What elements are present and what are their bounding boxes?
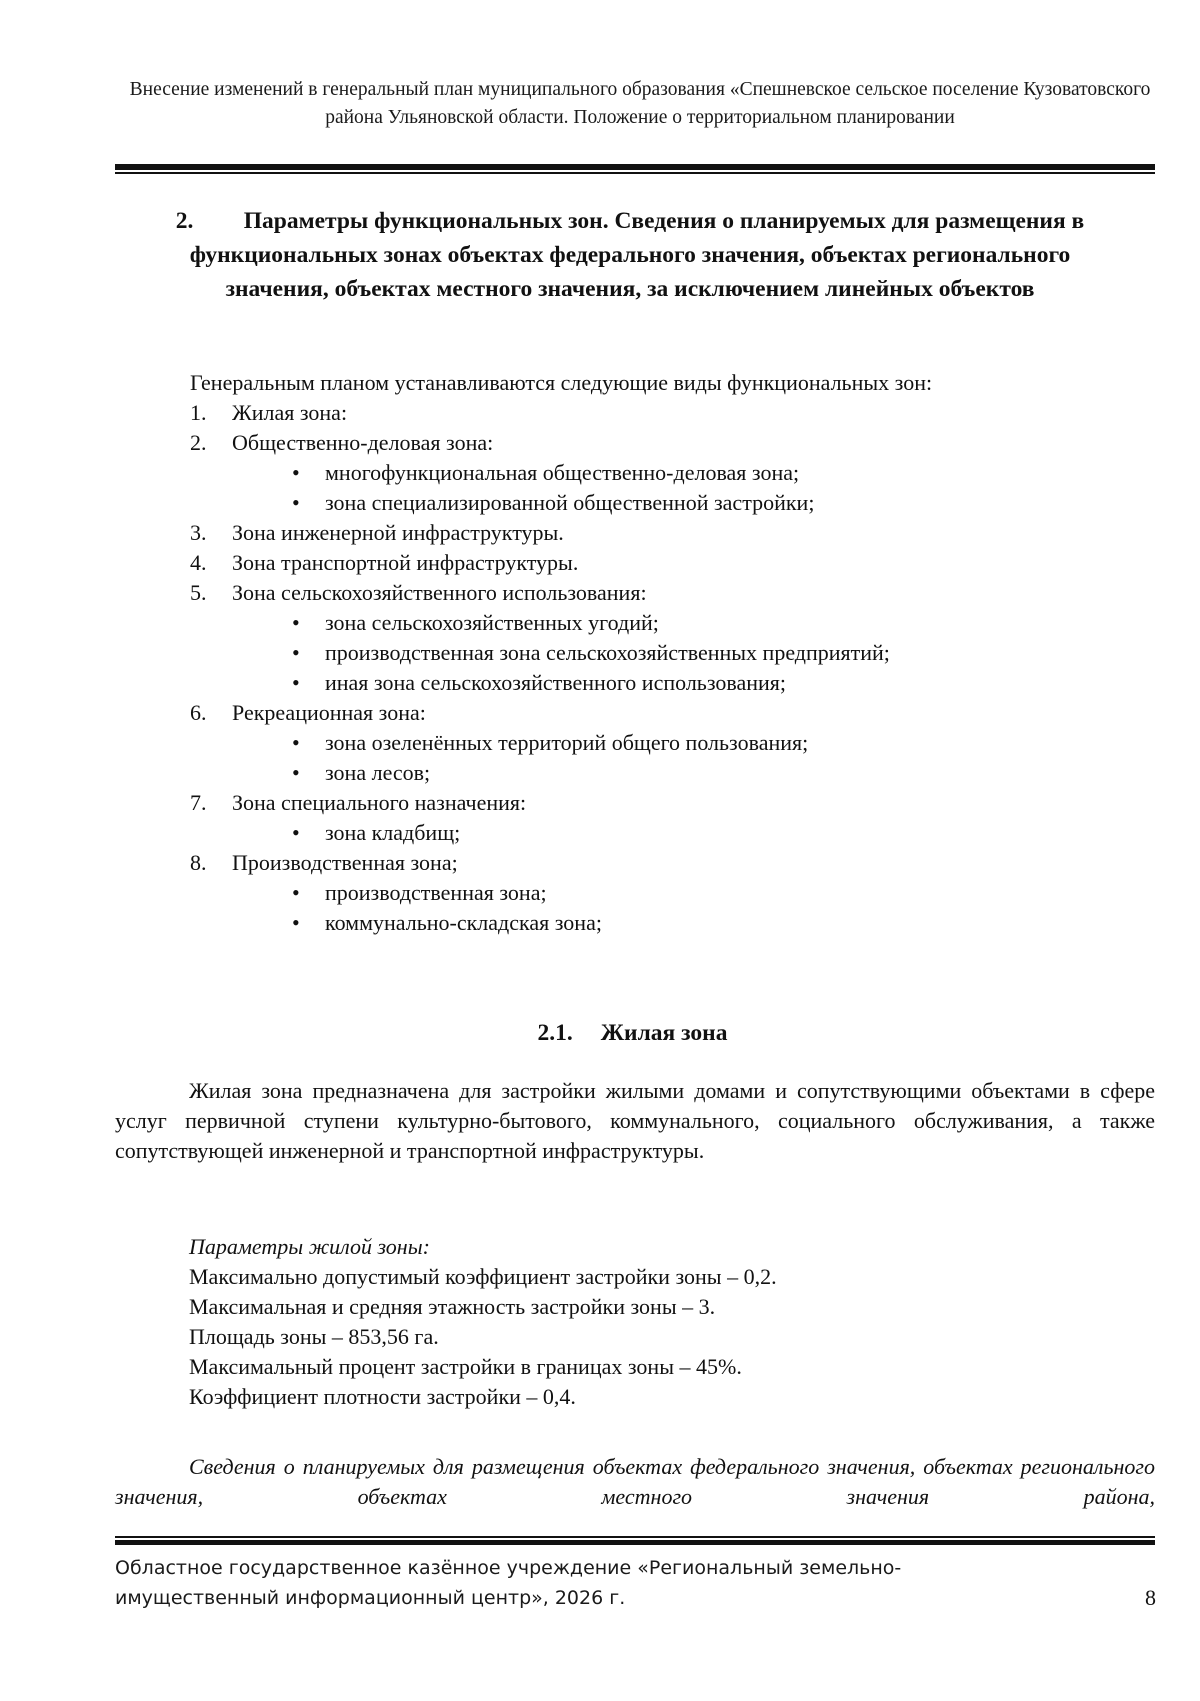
subzone-list	[190, 458, 1150, 518]
bullet-icon: •	[292, 460, 300, 485]
zone-list-item	[190, 548, 1150, 578]
zone-list-item	[190, 428, 1150, 458]
subzone-item	[190, 908, 1150, 938]
header-rule	[115, 164, 1155, 174]
params-heading: Параметры жилой зоны:	[189, 1234, 430, 1259]
zone-label: Зона транспортной инфраструктуры.	[232, 550, 579, 575]
bullet-icon: •	[292, 820, 300, 845]
subzone-label: зона озеленённых территорий общего пользования;	[325, 730, 809, 755]
param-item: Максимальная и средняя этажность застройки зоны – 3.	[189, 1294, 716, 1319]
subzone-list	[190, 728, 1150, 788]
subsection-title	[110, 1017, 1155, 1049]
subzone-label: зона сельскохозяйственных угодий;	[325, 610, 659, 635]
subzone-item	[190, 758, 1150, 788]
page-number: 8	[1145, 1585, 1156, 1610]
subzone-item	[190, 638, 1150, 668]
bullet-icon: •	[292, 670, 300, 695]
zone-label: Зона сельскохозяйственного использования:	[232, 580, 647, 605]
subzone-label: производственная зона сельскохозяйственных предприятий;	[325, 640, 890, 665]
header-rule-thick	[115, 164, 1155, 170]
section-number: 2.	[175, 208, 194, 234]
subzone-label: производственная зона;	[325, 880, 547, 905]
subzone-label: многофункциональная общественно-деловая зона;	[325, 460, 800, 485]
subzone-item	[190, 458, 1150, 488]
subzone-label: зона лесов;	[325, 760, 431, 785]
bullet-icon: •	[292, 490, 300, 515]
param-item: Площадь зоны – 853,56 га.	[189, 1324, 439, 1349]
zone-number: 2.	[190, 430, 207, 455]
zone-description-paragraph: Жилая зона предназначена для застройки жилыми домами и сопутствующими объектами в сфере услуг первичной ступени культурно-бытового, коммунального, социального обслуживания, а также сопутствующей инженерной и транспортной инфраструктуры.	[115, 1078, 1155, 1163]
param-item: Максимальный процент застройки в границах зоны – 45%.	[189, 1354, 742, 1379]
planned-objects-paragraph: Сведения о планируемых для размещения объектах федерального значения, объектах регионального значения, объектах местного значения района,	[115, 1454, 1155, 1509]
zone-number: 1.	[190, 400, 207, 425]
zone-list-item	[190, 788, 1150, 818]
bullet-icon: •	[292, 640, 300, 665]
footer-rule-thick	[115, 1540, 1155, 1545]
bullet-icon: •	[292, 880, 300, 905]
zone-number: 8.	[190, 850, 207, 875]
subzone-list	[190, 818, 1150, 848]
bullet-icon: •	[292, 730, 300, 755]
intro-text: Генеральным планом устанавливаются следующие виды функциональных зон:	[190, 370, 933, 395]
zone-number: 3.	[190, 520, 207, 545]
subzone-list	[190, 608, 1150, 698]
subzone-item	[190, 878, 1150, 908]
zone-subzones	[190, 728, 1150, 788]
zone-list-item	[190, 698, 1150, 728]
params-block	[189, 1232, 1149, 1412]
zone-subzones	[190, 878, 1150, 938]
subzone-item	[190, 818, 1150, 848]
zone-number: 6.	[190, 700, 207, 725]
footer-rule-thin	[115, 1536, 1155, 1538]
subzone-label: коммунально-складская зона;	[325, 910, 602, 935]
zone-subzones	[190, 818, 1150, 848]
subsection-number: 2.1.	[537, 1020, 573, 1046]
zone-subzones	[190, 458, 1150, 518]
zone-list-item	[190, 518, 1150, 548]
param-item: Максимально допустимый коэффициент застройки зоны – 0,2.	[189, 1264, 777, 1289]
subzone-item	[190, 728, 1150, 758]
section-title	[150, 204, 1110, 306]
zone-number: 4.	[190, 550, 207, 575]
param-item: Коэффициент плотности застройки – 0,4.	[189, 1384, 576, 1409]
bullet-icon: •	[292, 760, 300, 785]
subzone-list	[190, 878, 1150, 938]
subzone-item	[190, 488, 1150, 518]
header-rule-thin	[115, 172, 1155, 174]
bullet-icon: •	[292, 910, 300, 935]
subzone-label: зона специализированной общественной застройки;	[325, 490, 815, 515]
zone-list-item	[190, 398, 1150, 428]
zone-label: Зона инженерной инфраструктуры.	[232, 520, 564, 545]
section-title-text: Параметры функциональных зон. Сведения о планируемых для размещения в функциональных зонах объектах федерального значения, объектах регионального значения, объектах местного значения, за исключением линейных объектов	[189, 208, 1085, 302]
zone-label: Жилая зона:	[232, 400, 348, 425]
subsection-title-text: Жилая зона	[600, 1020, 728, 1046]
subzone-label: иная зона сельскохозяйственного использования;	[325, 670, 787, 695]
subzone-item	[190, 608, 1150, 638]
zone-number: 7.	[190, 790, 207, 815]
zone-label: Производственная зона;	[232, 850, 458, 875]
footer-rule	[115, 1536, 1155, 1545]
running-header: Внесение изменений в генеральный план муниципального образования «Спешневское сельское поселение Кузоватовского района Ульяновской области. Положение о территориальном планировании	[129, 79, 1151, 128]
subzone-label: зона кладбищ;	[325, 820, 461, 845]
zone-list	[190, 398, 1150, 938]
zone-number: 5.	[190, 580, 207, 605]
bullet-icon: •	[292, 610, 300, 635]
zone-label: Зона специального назначения:	[232, 790, 527, 815]
subzone-item	[190, 668, 1150, 698]
zone-list-item	[190, 848, 1150, 878]
footer-text: Областное государственное казённое учреждение «Региональный земельно-имущественный информационный центр», 2026 г.	[115, 1557, 902, 1609]
zone-subzones	[190, 608, 1150, 698]
zone-label: Рекреационная зона:	[232, 700, 426, 725]
zone-label: Общественно-деловая зона:	[232, 430, 494, 455]
zone-list-item	[190, 578, 1150, 608]
